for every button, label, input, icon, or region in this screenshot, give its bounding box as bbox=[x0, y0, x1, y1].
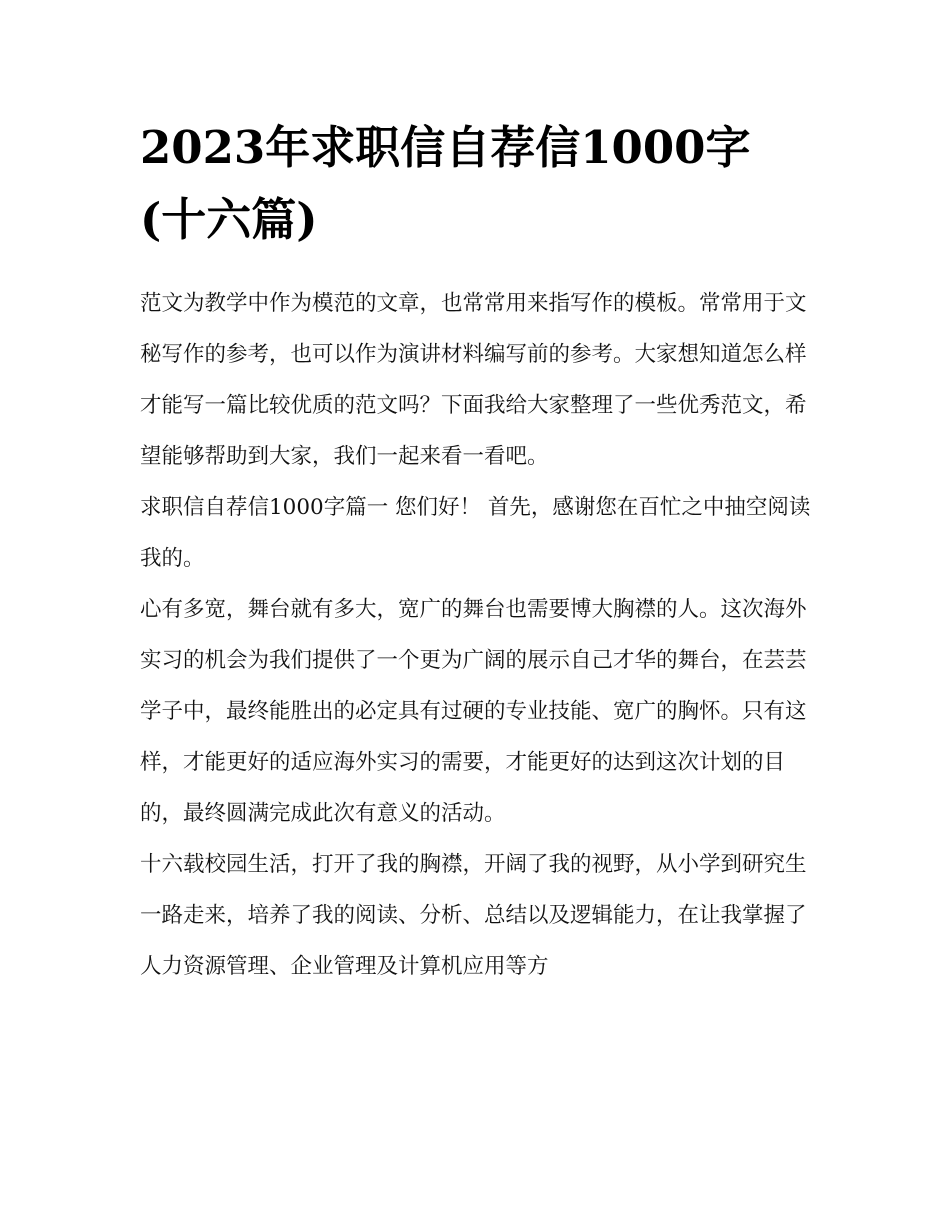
greeting-paragraph: 求职信自荐信1000字篇一 您们好！ 首先，感谢您在百忙之中抽空阅读我的。 bbox=[140, 495, 811, 571]
body-paragraph: 心有多宽，舞台就有多大，宽广的舞台也需要博大胸襟的人。这次海外实习的机会为我们提供了一个更为广阔的展示自己才华的舞台，在芸芸学子中，最终能胜出的必定具有过硬的专业技能、宽广的胸怀。只有这样，才能更好的适应海外实习的需要，才能更好的达到这次计划的目的，最终圆满完成此次有意义的活动。 bbox=[140, 597, 807, 826]
intro-paragraph: 范文为教学中作为模范的文章，也常常用来指写作的模板。常常用于文秘写作的参考，也可以作为演讲材料编写前的参考。大家想知道怎么样才能写一篇比较优质的范文吗？下面我给大家整理了一些优秀范文，希望能够帮助到大家，我们一起来看一看吧。 bbox=[140, 291, 807, 469]
document-content bbox=[140, 112, 812, 992]
education-paragraph: 十六载校园生活，打开了我的胸襟，开阔了我的视野，从小学到研究生一路走来，培养了我的阅读、分析、总结以及逻辑能力，在让我掌握了人力资源管理、企业管理及计算机应用等方 bbox=[140, 852, 807, 979]
document-title: 2023年求职信自荐信1000字(十六篇) bbox=[140, 121, 751, 246]
